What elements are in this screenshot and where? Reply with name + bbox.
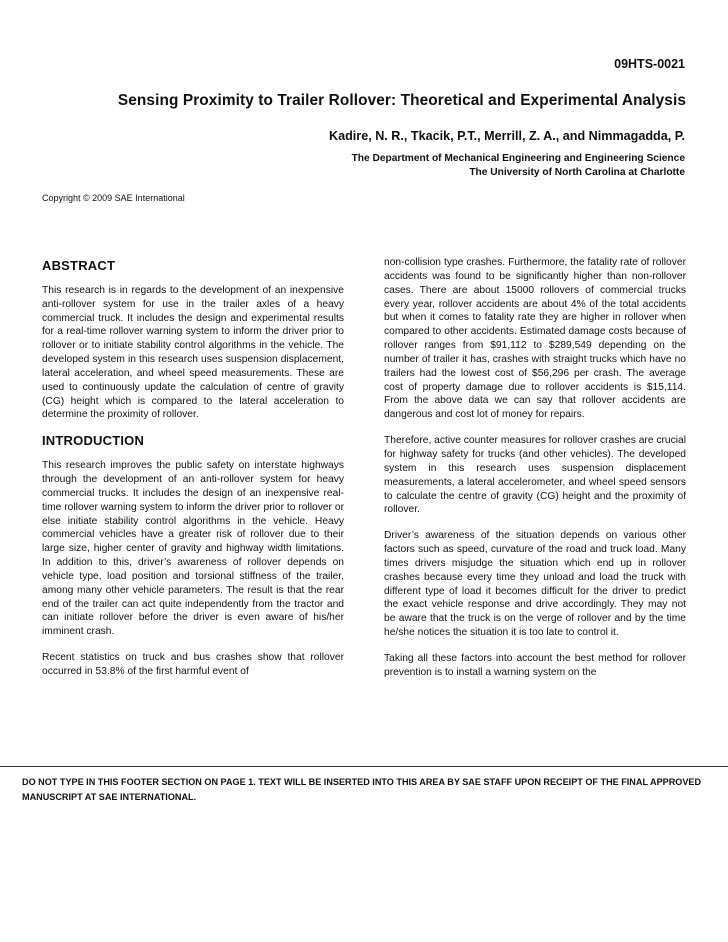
left-column [42,256,344,679]
abstract-paragraph: This research is in regards to the development of an inexpensive anti-rollover system for use in the trailer axles of a heavy commercial truck. It includes the design and experimental results for a real-time rollover warning system to inform the driver prior to rollover or to initiate stability control algorithms in the vehicle. The developed system in this research uses suspension displacement, lateral acceleration, and wheel speed measurements. These are used to continuously update the calculation of centre of gravity (CG) height which is compared to the lateral acceleration to determine the proximity of rollover. [42,284,344,421]
copyright-notice: Copyright © 2009 SAE International [42,193,185,203]
footer-notice: DO NOT TYPE IN THIS FOOTER SECTION ON PAGE 1. TEXT WILL BE INSERTED INTO THIS AREA BY SAE STAFF UPON RECEIPT OF THE FINAL APPROVED MANUSCRIPT AT SAE INTERNATIONAL. [22,777,702,802]
paper-id: 09HTS-0021 [614,57,685,71]
footer-divider [0,766,728,767]
introduction-heading: INTRODUCTION [42,433,145,449]
author-list: Kadire, N. R., Tkacik, P.T., Merrill, Z. A., and Nimmagadda, P. [329,129,685,143]
introduction-paragraph-2: Recent statistics on truck and bus crashes show that rollover occurred in 53.8% of the first harmful event of [42,652,344,677]
body-paragraph-4: Taking all these factors into account the best method for rollover prevention is to install a warning system on the [384,652,686,678]
body-paragraph-2: Therefore, active counter measures for rollover crashes are crucial for highway safety for trucks (and other vehicles). The developed system in this research uses suspension displacement measurements, a lateral accelerometer, and wheel speed sensors to calculate the centre of gravity (CG) height and the proximity of rollover. [384,435,686,516]
affiliation-department: The Department of Mechanical Engineering and Engineering Science [351,153,685,164]
paper-title: Sensing Proximity to Trailer Rollover: Theoretical and Experimental Analysis [117,92,686,109]
body-paragraph-1: non-collision type crashes. Furthermore, the fatality rate of rollover accidents was found to be significantly higher than non-rollover cases. There are about 15000 rollovers of commercial trucks every year, rollover accidents are about 4% of the total accidents but when it comes to fatality rate they are higher in rollover when compared to other accidents. Estimated damage costs because of rollover ranges from $91,112 to $289,549 depending on the number of trailer it has, crashes with straight trucks which have no trailers had the lowest cost of $56,296 per crash. The average cost of property damage due to rollover accidents is $15,114. From the above data we can say that rollover accidents are dangerous and cost lot of money for repairs. [384,257,686,421]
right-column [384,256,686,680]
abstract-heading: ABSTRACT [42,258,116,273]
affiliation-university: The University of North Carolina at Charlotte [469,167,685,178]
body-paragraph-3: Driver’s awareness of the situation depends on various other factors such as speed, curvature of the road and truck load. Many times drivers misjudge the situation which end up in rollover crashes because every time they unload and load the truck with different type of load it becomes difficult for the driver to predict the exact vehicle response and drive accordingly. They may not be aware that the truck is on the verge of rollover and by the time he/she notices the situation it is too late to control it. [384,530,686,639]
introduction-paragraph-1: This research improves the public safety on interstate highways through the development of an anti-rollover system for heavy commercial trucks. It includes the design of an inexpensive real-time rollover warning system to inform the driver prior to rollover or else initiate stability control algorithms in the vehicle. Heavy commercial vehicles have a greater risk of rollover due to their large size, higher center of gravity and highway width limitations. In addition to this, driver’s awareness of rollover depends on vehicle type, load position and torsional stiffness of the trailer, among many other vehicle parameters. The result is that the rear end of the trailer can act quite independently from the tractor and can initiate rollover before the driver is even aware of his/her imminent crash. [42,460,344,638]
